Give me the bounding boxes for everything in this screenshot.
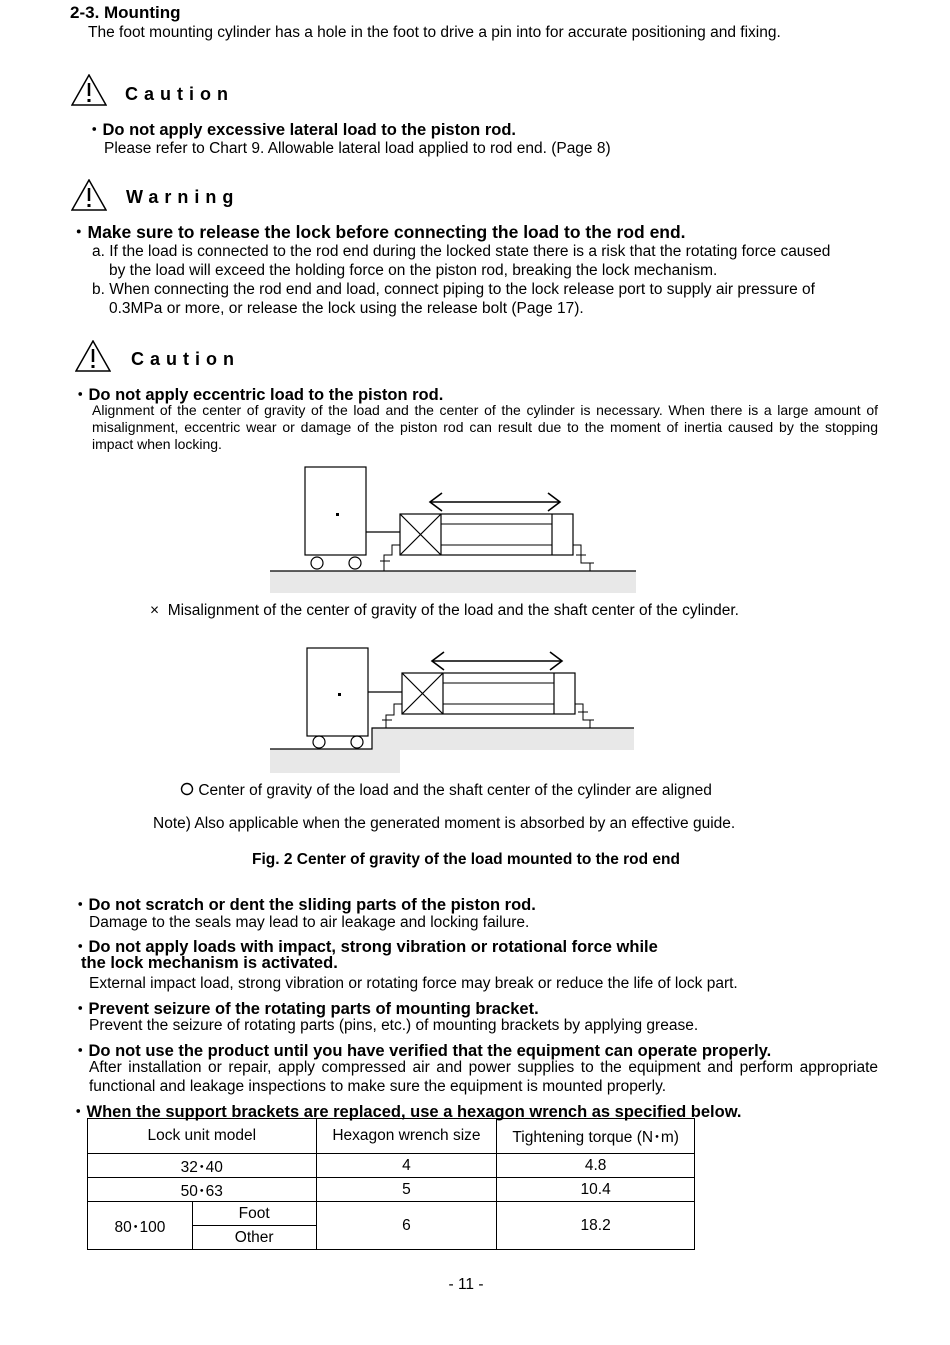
table-cell: Other <box>192 1226 316 1250</box>
table-header: Lock unit model <box>88 1119 317 1154</box>
bullet-heading: ・Do not apply loads with impact, strong vibration or rotational force while <box>72 938 658 956</box>
table-cell: 6 <box>316 1202 497 1250</box>
table-cell: 10.4 <box>497 1178 695 1202</box>
table-header: Hexagon wrench size <box>316 1119 497 1154</box>
caution2-text: Alignment of the center of gravity of the load and the center of the cylinder is necessary. When there is a large amount of misalignment, eccentric wear or damage of the piston rod can result due to the moment of inertia caused by the stopping impact when locking. <box>92 402 878 452</box>
table-cell: 18.2 <box>497 1202 695 1250</box>
warning-item-b-line1: b. When connecting the rod end and load, connect piping to the lock release port to supply air pressure of <box>92 281 815 298</box>
bullet-heading: ・Do not scratch or dent the sliding parts of the piston rod. <box>72 896 536 914</box>
aligned-diagram <box>270 645 640 775</box>
caption-aligned-text: Center of gravity of the load and the shaft center of the cylinder are aligned <box>198 782 712 799</box>
figure-caption-misaligned <box>150 601 739 620</box>
warning-heading: ・Make sure to release the lock before connecting the load to the rod end. <box>70 222 686 242</box>
table-cell: 80･100 <box>88 1202 193 1250</box>
table-cell: 4 <box>316 1154 497 1178</box>
hex-wrench-table <box>87 1118 695 1250</box>
table-cell: Foot <box>192 1202 316 1226</box>
cross-mark-icon: × <box>150 602 160 619</box>
circle-mark-icon <box>180 782 194 796</box>
bullet-heading-cont: the lock mechanism is activated. <box>81 954 338 972</box>
warning-item-a-line1: a. If the load is connected to the rod end during the locked state there is a risk that the rotating force caused <box>92 243 831 260</box>
table-row <box>88 1178 695 1202</box>
table-row <box>88 1202 695 1226</box>
figure-note: Note) Also applicable when the generated moment is absorbed by an effective guide. <box>153 815 736 832</box>
warning-triangle-icon <box>75 340 111 372</box>
bullet-heading: ・Prevent seizure of the rotating parts of mounting bracket. <box>72 1000 539 1018</box>
figure-caption-aligned <box>180 781 712 800</box>
warning-title: Warning <box>126 187 240 207</box>
bullet-text: Damage to the seals may lead to air leakage and locking failure. <box>89 914 530 931</box>
misalignment-diagram <box>270 465 640 595</box>
warning-triangle-icon <box>71 179 107 211</box>
warning-item-a-line2: by the load will exceed the holding force on the piston rod, breaking the lock mechanism. <box>109 262 718 279</box>
caption-misaligned-text: Misalignment of the center of gravity of the load and the shaft center of the cylinder. <box>167 602 739 619</box>
bullet-text: Prevent the seizure of rotating parts (pins, etc.) of mounting brackets by applying grease. <box>89 1017 699 1034</box>
section-intro: The foot mounting cylinder has a hole in the foot to drive a pin into for accurate positioning and fixing. <box>88 24 781 41</box>
warning-triangle-icon <box>71 74 107 106</box>
table-cell: 5 <box>316 1178 497 1202</box>
table-cell: 32･40 <box>88 1154 317 1178</box>
section-title: 2-3. Mounting <box>70 3 181 22</box>
bullet-text: External impact load, strong vibration or rotating force may break or reduce the life of lock part. <box>89 975 738 992</box>
caution1-heading: ・Do not apply excessive lateral load to the piston rod. <box>86 121 517 139</box>
page-number: - 11 - <box>448 1276 484 1293</box>
table-header: Tightening torque (N･m) <box>497 1119 695 1154</box>
caution-title: Caution <box>131 349 240 369</box>
warning-item-b-line2: 0.3MPa or more, or release the lock using the release bolt (Page 17). <box>109 300 584 317</box>
table-row <box>88 1154 695 1178</box>
caution1-text: Please refer to Chart 9. Allowable lateral load applied to rod end. (Page 8) <box>104 140 611 157</box>
caution-title: Caution <box>125 84 234 104</box>
caution2-heading: ・Do not apply eccentric load to the piston rod. <box>72 386 444 404</box>
bullet-text: After installation or repair, apply compressed air and power supplies to the equipment and perform appropriate functional and leakage inspections to make sure the equipment is mounted properly. <box>89 1059 878 1095</box>
bullet-heading: ・Do not use the product until you have verified that the equipment can operate properly. <box>72 1042 772 1060</box>
figure-title: Fig. 2 Center of gravity of the load mounted to the rod end <box>252 851 680 868</box>
table-cell: 4.8 <box>497 1154 695 1178</box>
bullet-heading: ・When the support brackets are replaced, use a hexagon wrench as specified below. <box>70 1103 742 1121</box>
table-cell: 50･63 <box>88 1178 317 1202</box>
table-header-row <box>88 1119 695 1154</box>
